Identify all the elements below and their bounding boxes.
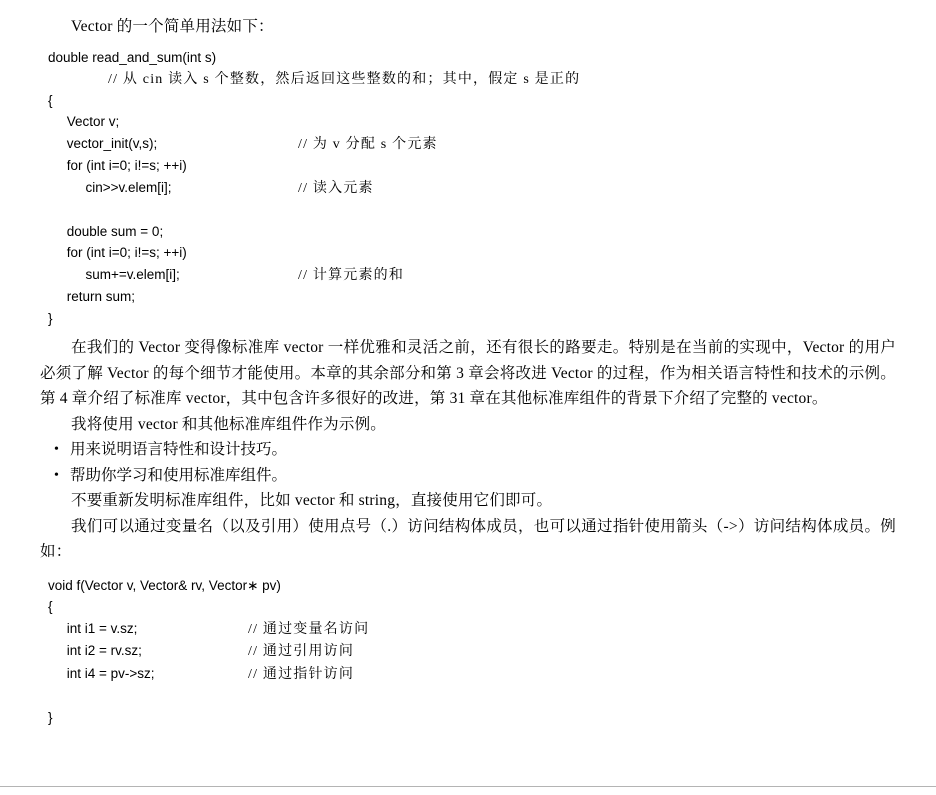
- code-comment: // 为 v 分配 s 个元素: [298, 136, 438, 152]
- code-comment: // 计算元素的和: [298, 267, 405, 283]
- code-line: return sum;: [48, 289, 136, 304]
- code-line: }: [48, 310, 53, 326]
- list-item: • 帮助你学习和使用标准库组件。: [40, 463, 896, 489]
- code-line: Vector v;: [48, 114, 120, 129]
- code-comment: // 通过指针访问: [248, 666, 355, 682]
- code-line: double read_and_sum(int s): [48, 49, 217, 65]
- list-item: • 用来说明语言特性和设计技巧。: [40, 437, 896, 463]
- code-comment: // 通过引用访问: [248, 644, 355, 659]
- intro-line: Vector 的一个简单用法如下：: [71, 18, 274, 35]
- code-block-member-access: [40, 575, 896, 729]
- code-line-blank: [48, 199, 896, 221]
- code-comment: // 从 cin 读入 s 个整数，然后返回这些整数的和；其中，假定 s 是正的: [108, 72, 581, 87]
- code-line-blank: [48, 685, 896, 707]
- code-line: vector_init(v,s); // 为 v 分配 s 个元素: [48, 135, 438, 152]
- code-comment: // 读入元素: [298, 180, 374, 196]
- code-line: {: [48, 92, 53, 108]
- code-line: int i2 = rv.sz; // 通过引用访问: [48, 643, 355, 659]
- code-line: int i4 = pv->sz; // 通过指针访问: [48, 665, 355, 682]
- code-line: [48, 68, 896, 90]
- paragraph-usage: 我将使用 vector 和其他标准库组件作为示例。: [71, 415, 386, 433]
- paragraph-vector-evolution: 在我们的 Vector 变得像标准库 vector 一样优雅和灵活之前，还有很长的路要走。特别是在当前的实现中，Vector 的用户必须了解 Vector 的每个细节才能使用。本章的其余部分和第 3 章会将改进 Vector 的过程，作为相关语言特性和技术的示例。第 4 章介绍了标准库 vector，其中包含许多很好的改进，第 31 章在其他标准库组件的背景下介绍了完整的 vector。: [40, 339, 896, 407]
- code-line: {: [48, 599, 53, 614]
- code-line: for (int i=0; i!=s; ++i): [48, 158, 187, 173]
- bullet-list: [40, 437, 896, 488]
- code-line: cin>>v.elem[i]; // 读入元素: [48, 179, 374, 196]
- code-comment: // 通过变量名访问: [248, 621, 370, 637]
- code-line: double sum = 0;: [48, 223, 164, 239]
- code-line: sum+=v.elem[i]; // 计算元素的和: [48, 266, 405, 283]
- code-line: }: [48, 709, 53, 725]
- code-line: void f(Vector v, Vector& rv, Vector∗ pv): [48, 577, 281, 593]
- code-line: for (int i=0; i!=s; ++i): [48, 245, 187, 260]
- code-block-read-and-sum: [40, 47, 896, 330]
- paragraph-dont-reinvent: 不要重新发明标准库组件，比如 vector 和 string，直接使用它们即可。: [71, 492, 553, 509]
- footer-divider: [0, 786, 936, 787]
- code-line: int i1 = v.sz; // 通过变量名访问: [48, 620, 370, 637]
- paragraph-member-access: 我们可以通过变量名（以及引用）使用点号（.）访问结构体成员，也可以通过指针使用箭头（->）访问结构体成员。例如：: [40, 517, 896, 560]
